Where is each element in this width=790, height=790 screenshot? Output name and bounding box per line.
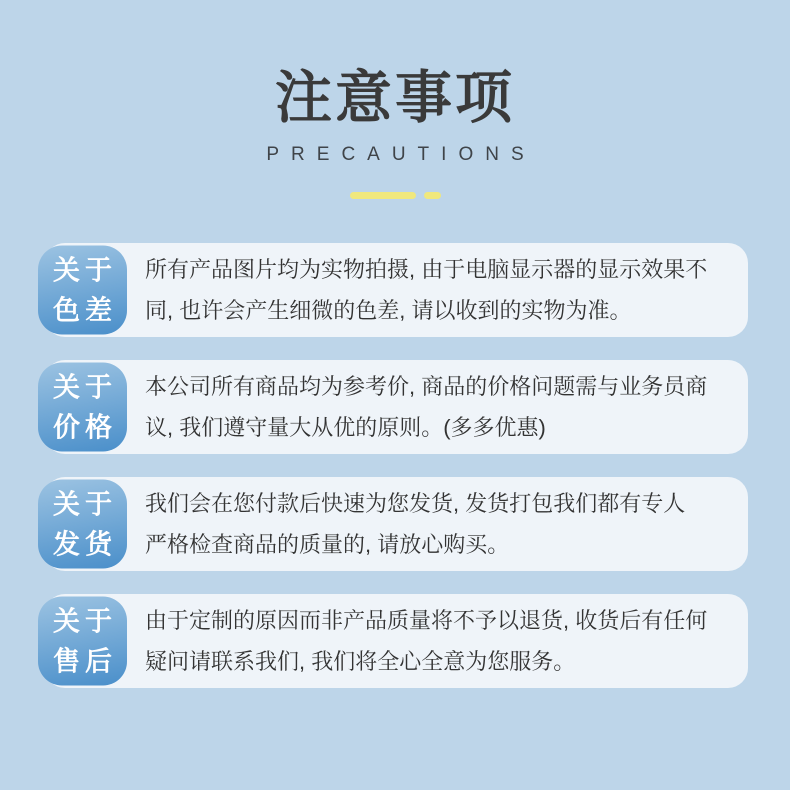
precaution-card <box>45 477 748 571</box>
badge-label-line: 色差 <box>53 295 117 325</box>
badge-label-line: 售后 <box>53 646 117 676</box>
badge-after-sales <box>38 597 127 686</box>
badge-color-difference <box>38 246 127 335</box>
precaution-text-line: 疑问请联系我们, 我们将全心全意为您服务。 <box>145 649 576 674</box>
precaution-text-line: 我们会在您付款后快速为您发货, 发货打包我们都有专人 <box>145 491 686 516</box>
badge-label-line: 关于 <box>53 489 117 519</box>
precaution-card <box>45 594 748 688</box>
precaution-text-line: 严格检查商品的质量的, 请放心购买。 <box>145 532 510 557</box>
badge-shipping <box>38 480 127 569</box>
precaution-row-color-difference <box>45 243 748 337</box>
badge-price <box>38 363 127 452</box>
precaution-card <box>45 360 748 454</box>
badge-label-line: 关于 <box>53 372 117 402</box>
badge-label-line: 关于 <box>53 255 117 285</box>
precaution-text-line: 议, 我们遵守量大从优的原则。(多多优惠) <box>145 415 546 440</box>
precaution-row-after-sales <box>45 594 748 688</box>
badge-label-line: 价格 <box>53 412 117 442</box>
badge-label-line: 关于 <box>53 606 117 636</box>
precaution-card <box>45 243 748 337</box>
precaution-text-line: 由于定制的原因而非产品质量将不予以退货, 收货后有任何 <box>145 608 708 633</box>
badge-label-line: 发货 <box>53 529 117 559</box>
page-title: 注意事项 <box>275 66 515 130</box>
accent-dash-long <box>350 192 416 199</box>
accent-dash-short <box>424 192 441 199</box>
precaution-text-line: 同, 也许会产生细微的色差, 请以收到的实物为准。 <box>145 298 632 323</box>
precaution-row-shipping <box>45 477 748 571</box>
precaution-list <box>45 243 748 711</box>
precaution-text-line: 所有产品图片均为实物拍摄, 由于电脑显示器的显示效果不 <box>145 257 708 282</box>
precaution-row-price <box>45 360 748 454</box>
page-subtitle: PRECAUTIONS <box>266 144 536 165</box>
accent-dashes <box>0 192 790 199</box>
header <box>0 0 790 199</box>
precaution-text-line: 本公司所有商品均为参考价, 商品的价格问题需与业务员商 <box>145 374 708 399</box>
